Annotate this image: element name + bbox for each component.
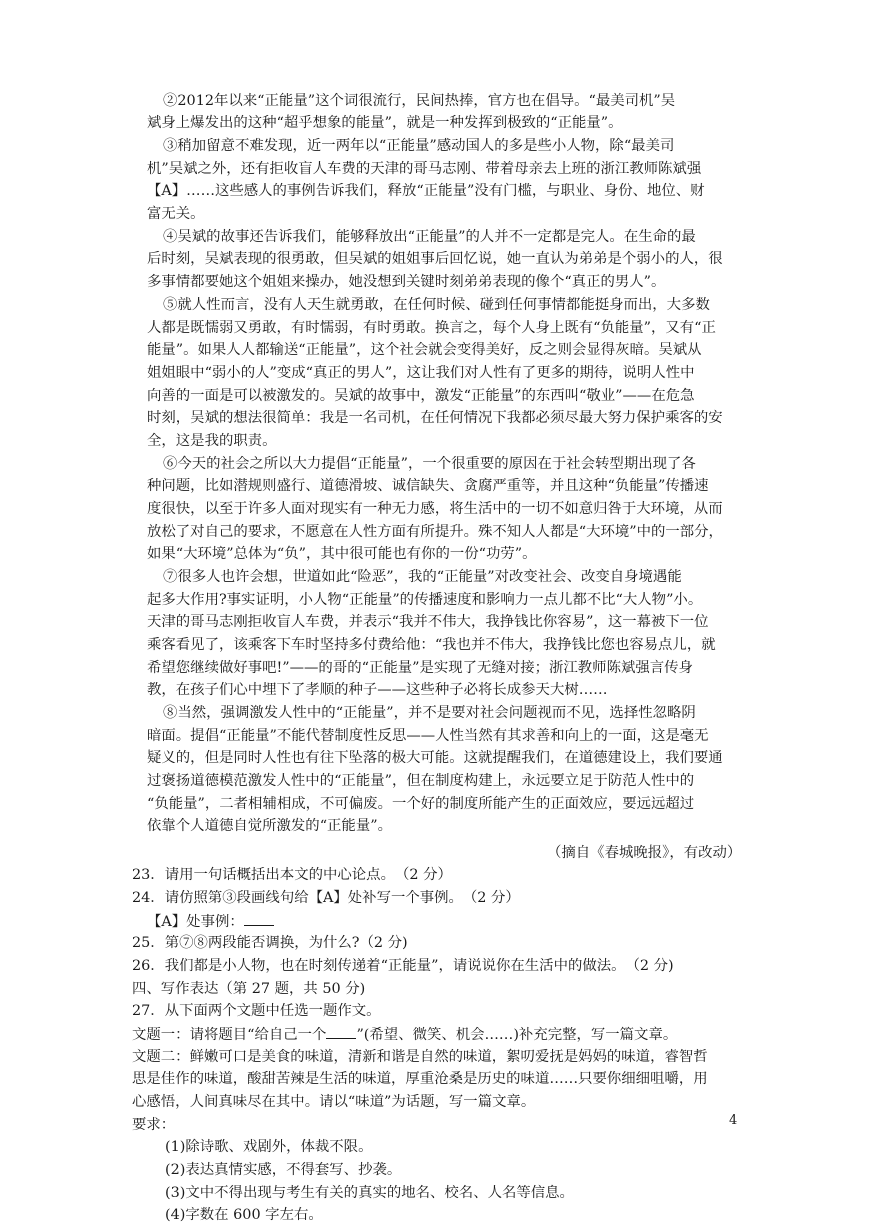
text-line — [147, 792, 869, 816]
line-text: 度很快，以至于许多人面对现实有一种无力感，将生活中的一切不如意归咎于大环境，从而 — [147, 501, 723, 517]
line-text: 教，在孩子们心中埋下了孝顺的种子——这些种子必将长成参天大树…… — [147, 682, 608, 698]
text-line — [147, 769, 869, 793]
text-line — [163, 565, 869, 589]
text-line — [147, 633, 869, 657]
line-text: 文题一：请将题目“给自己一个 — [132, 1027, 327, 1043]
answer-blank — [326, 1022, 356, 1039]
line-text: 暗面。提倡“正能量”不能代替制度性反思——人性当然有其求善和向上的一面，这是毫无 — [147, 728, 709, 744]
line-text: ②2012年以来“正能量”这个词很流行，民间热捧，官方也在倡导。“最美司机”吴 — [163, 93, 676, 109]
text-line — [147, 157, 869, 181]
line-text: ⑦很多人也许会想，世道如此“险恶”，我的“正能量”对改变社会、改变自身境遇能 — [163, 569, 682, 585]
text-line — [147, 270, 869, 294]
line-text: 人都是既懦弱又勇敢，有时懦弱，有时勇敢。换言之，每个人身上既有“负能量”，又有“正 — [147, 320, 716, 336]
text-line — [147, 610, 869, 634]
line-text: 姐姐眼中“弱小的人”变成“真正的男人”，这让我们对人性有了更多的期待，说明人性中 — [147, 365, 695, 381]
text-line — [132, 1022, 869, 1046]
line-text: 要求： — [132, 1117, 176, 1133]
line-text: 时刻，吴斌的想法很简单：我是一名司机，在任何情况下我都必须尽最大努力保护乘客的安 — [147, 410, 723, 426]
line-text: (2)表达真情实感，不得套写、抄袭。 — [165, 1162, 402, 1178]
line-text: 疑义的，但是同时人性也有往下坠落的极大可能。这就提醒我们，在道德建设上，我们要通 — [147, 750, 723, 766]
line-text: 多事情都要她这个姐姐来操办，她没想到关键时刻弟弟表现的像个“真正的男人”。 — [147, 274, 666, 290]
answer-blank — [244, 909, 274, 926]
text-line — [132, 886, 869, 910]
text-line — [163, 452, 869, 476]
line-text: 25．第⑦⑧两段能否调换，为什么?（2 分) — [132, 935, 408, 951]
text-line — [165, 1181, 869, 1205]
text-line — [147, 909, 869, 933]
text-line — [147, 316, 869, 340]
line-text: 天津的哥马志刚拒收盲人车费，并表示“我并不伟大，我挣钱比你容易”，这一幕被下一位 — [147, 614, 709, 630]
text-line — [147, 111, 869, 135]
line-text: 26．我们都是小人物，也在时刻传递着“正能量”，请说说你在生活中的做法。 （2 分) — [132, 958, 674, 974]
line-text: (4)字数在 600 字左右。 — [165, 1207, 323, 1223]
text-line — [147, 520, 869, 544]
text-line — [132, 1067, 869, 1091]
line-text: 依靠个人道德自觉所激发的“正能量”。 — [147, 818, 392, 834]
text-line — [147, 588, 869, 612]
text-line — [132, 999, 869, 1023]
text-line — [165, 1135, 869, 1159]
line-text: ⑤就人性而言，没有人天生就勇敢，在任何时候、碰到任何事情都能挺身而出，大多数 — [163, 297, 710, 313]
line-text: 机”吴斌之外，还有拒收盲人车费的天津的哥马志刚、带着母亲去上班的浙江教师陈斌强 — [147, 161, 702, 177]
line-text: (1)除诗歌、戏剧外，体裁不限。 — [165, 1139, 373, 1155]
text-line — [165, 1158, 869, 1182]
line-text: 富无关。 — [147, 206, 205, 222]
text-line — [132, 1045, 869, 1069]
text-line — [163, 293, 869, 317]
text-line — [132, 954, 869, 978]
text-line — [147, 474, 869, 498]
text-line — [165, 1203, 869, 1227]
line-text: “负能量”，二者相辅相成，不可偏废。一个好的制度所能产生的正面效应，要远远超过 — [147, 796, 695, 812]
text-line — [147, 429, 869, 453]
text-line — [147, 746, 869, 770]
text-line — [132, 1090, 869, 1114]
line-text: 如果“大环境”总体为“负”，其中很可能也有你的一份“功劳”。 — [147, 546, 537, 562]
text-line — [163, 89, 869, 113]
line-text: ⑧当然，强调激发人性中的“正能量”，并不是要对社会问题视而不见，选择性忽略阴 — [163, 705, 696, 721]
text-line — [147, 247, 869, 271]
text-line — [147, 338, 869, 362]
text-line — [547, 841, 869, 865]
line-text: 全，这是我的职责。 — [147, 433, 277, 449]
line-text: ③稍加留意不难发现，近一两年以“正能量”感动国人的多是些小人物，除“最美司 — [163, 138, 675, 154]
text-line — [147, 384, 869, 408]
line-text: 斌身上爆发出的这种“超乎想象的能量”，就是一种发挥到极致的“正能量”。 — [147, 115, 623, 131]
line-text: 【A】……这些感人的事例告诉我们，释放“正能量”没有门槛，与职业、身份、地位、财 — [147, 183, 705, 199]
line-text: 乘客看见了，该乘客下车时坚持多付费给他：“我也并不伟大，我挣钱比您也容易点儿，就 — [147, 637, 716, 653]
text-line — [147, 724, 869, 748]
line-text: 思是佳作的味道，酸甜苦辣是生活的味道，厚重沧桑是历史的味道……只要你细细咀嚼，用 — [132, 1071, 708, 1087]
line-text: （摘自《春城晚报》，有改动） — [547, 845, 742, 861]
line-text: 能量”。如果人人都输送“正能量”，这个社会就会变得美好，反之则会显得灰暗。吴斌从 — [147, 342, 702, 358]
line-text: 四、写作表达（第 27 题，共 50 分) — [132, 981, 366, 997]
line-text: 放松了对自己的要求，不愿意在人性方面有所提升。殊不知人人都是“大环境”中的一部分， — [147, 524, 723, 540]
line-text: 起多大作用?事实证明，小人物“正能量”的传播速度和影响力一点儿都不比“大人物”小。 — [147, 592, 703, 608]
line-text: 23．请用一句话概括出本文的中心论点。 （2 分） — [132, 867, 452, 883]
page-number: 4 — [729, 1113, 738, 1128]
text-line — [147, 406, 869, 430]
text-line — [132, 977, 869, 1001]
line-text: 向善的一面是可以被激发的。吴斌的故事中，激发“正能量”的东西叫“敬业”——在危急 — [147, 388, 695, 404]
line-text: 希望您继续做好事吧!”——的哥的“正能量”是实现了无缝对接；浙江教师陈斌强言传身 — [147, 660, 693, 676]
text-line — [147, 179, 869, 203]
text-line — [132, 1113, 869, 1137]
line-text: 过褒扬道德模范激发人性中的“正能量”，但在制度构建上，永远要立足于防范人性中的 — [147, 773, 695, 789]
text-line — [163, 134, 869, 158]
text-line — [147, 361, 869, 385]
line-text: 27．从下面两个文题中任选一题作文。 — [132, 1003, 381, 1019]
text-line — [147, 814, 869, 838]
text-line — [147, 678, 869, 702]
text-line — [163, 701, 869, 725]
text-line — [147, 542, 869, 566]
line-text: 种问题，比如潜规则盛行、道德滑坡、诚信缺失、贪腐严重等，并且这种“负能量”传播速 — [147, 478, 709, 494]
line-text: 心感悟，人间真味尽在其中。请以“味道”为话题，写一篇文章。 — [132, 1094, 536, 1110]
text-line — [132, 863, 869, 887]
line-text: (3)文中不得出现与考生有关的真实的地名、校名、人名等信息。 — [165, 1185, 574, 1201]
line-text: ⑥今天的社会之所以大力提倡“正能量”，一个很重要的原因在于社会转型期出现了各 — [163, 456, 696, 472]
line-text: 【A】处事例： — [147, 914, 244, 930]
text-line — [147, 656, 869, 680]
line-text: ④吴斌的故事还告诉我们，能够释放出“正能量”的人并不一定都是完人。在生命的最 — [163, 229, 696, 245]
line-text-continued: ”(希望、微笑、机会……)补充完整，写一篇文章。 — [356, 1027, 678, 1043]
text-line — [132, 931, 869, 955]
line-text: 24．请仿照第③段画线句给【A】处补写一个事例。 （2 分） — [132, 890, 520, 906]
text-line — [163, 225, 869, 249]
line-text: 文题二：鲜嫩可口是美食的味道，清新和谐是自然的味道，絮叨爱抚是妈妈的味道，睿智哲 — [132, 1049, 708, 1065]
line-text: 后时刻，吴斌表现的很勇敢，但吴斌的姐姐事后回忆说，她一直认为弟弟是个弱小的人，很 — [147, 251, 723, 267]
text-line — [147, 202, 869, 226]
text-line — [147, 497, 869, 521]
